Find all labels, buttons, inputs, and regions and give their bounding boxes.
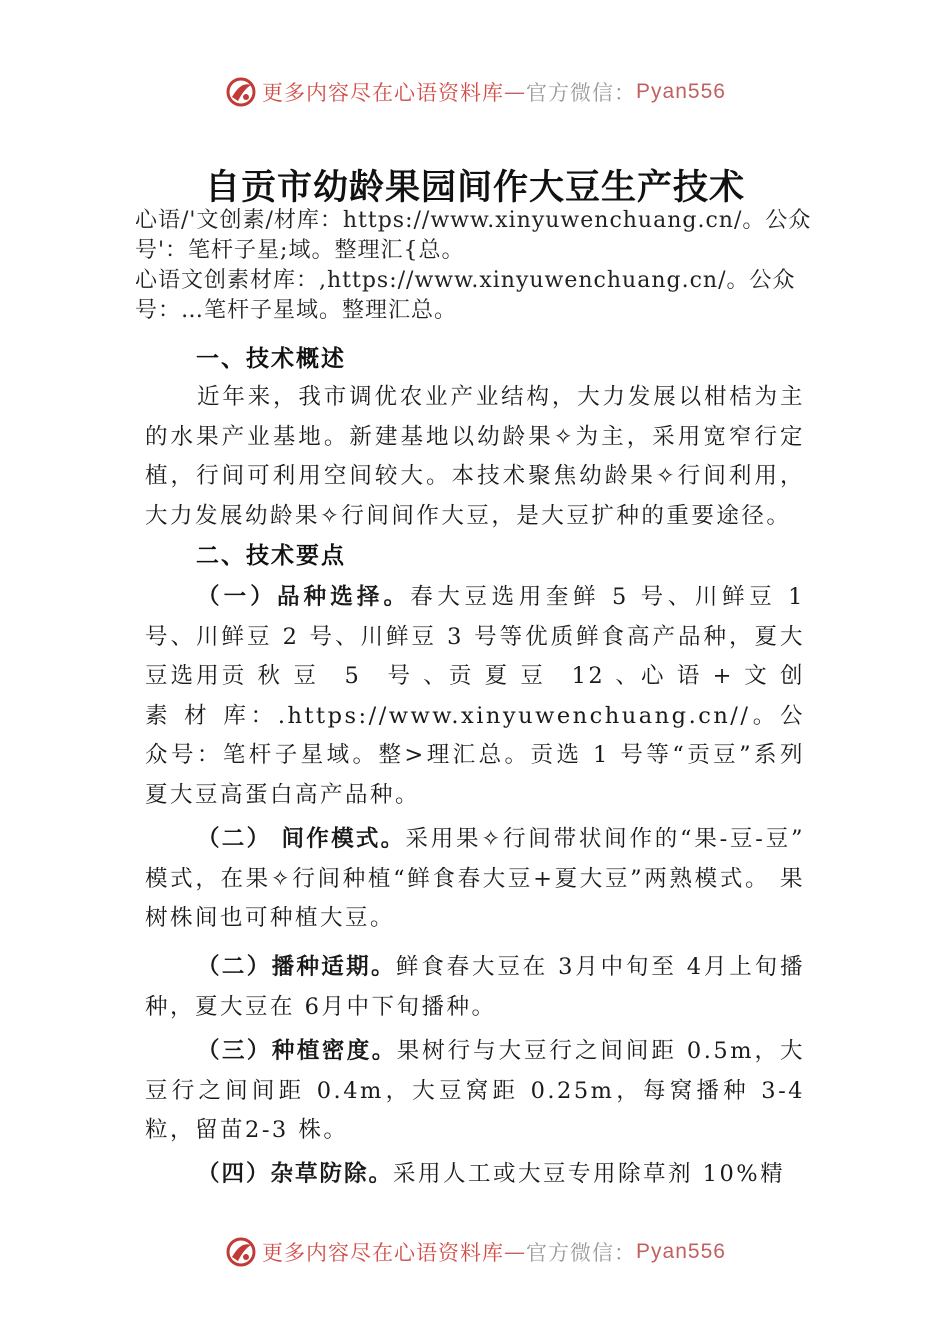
item-sowing-period <box>145 948 805 1027</box>
banner-text: 更多内容尽在心语资料库 <box>262 1241 505 1265</box>
item-text: 果树行与大豆行之间间距 0.5m，大豆行之间间距 0.4m，大豆窝距 0.25m，每窝播种 3-4 粒，留苗2-3 株。 <box>145 1038 805 1143</box>
item-variety-selection <box>145 578 805 815</box>
item-label: （二）播种适期。 <box>197 954 396 980</box>
item-weed-control <box>145 1155 805 1195</box>
section-heading-overview: 一、技术概述 <box>196 345 346 372</box>
source-note-1: 心语/'文创素/材库：https://www.xinyuwenchuang.cn/。公众号'：笔杆子星;域。整理汇{总。 <box>135 208 812 263</box>
item-text: 鲜食春大豆在 3月中旬至 4月上旬播种，夏大豆在 6月中下旬播种。 <box>145 954 805 1020</box>
item-intercropping-mode <box>145 820 805 939</box>
header-watermark-banner <box>0 72 950 112</box>
section-heading-key-points: 二、技术要点 <box>196 542 346 569</box>
item-planting-density <box>145 1032 805 1151</box>
banner-wechat-label: 官方微信： <box>526 81 637 105</box>
item-label: （二） 间作模式。 <box>197 826 406 852</box>
banner-wechat-label: 官方微信： <box>526 1241 637 1265</box>
source-note-2: 心语文创素材库：,https://www.xinyuwenchuang.cn/。公众号：…笔杆子星域。整理汇总。 <box>135 268 796 323</box>
document-title: 自贡市幼龄果园间作大豆生产技术 <box>204 167 745 208</box>
banner-wechat-id: Pyan556 <box>636 80 726 103</box>
item-label: （三）种植密度。 <box>197 1038 397 1064</box>
item-text: 春大豆选用奎鲜 5 号、川鲜豆 1 号、川鲜豆 2 号、川鲜豆 3 号等优质鲜食高产品种，夏大豆选用贡 秋 豆 5 号 、贡 夏 豆 12 、心 语 + 文 创 素 材 库：.https://www.xinyuwenchuang.cn//。公众号：笔杆子星域。整>理汇总。贡选 1 号等“贡豆”系列夏大豆高蛋白高产品种。 <box>145 584 805 808</box>
banner-wechat-id: Pyan556 <box>636 1240 726 1263</box>
logo-icon <box>224 75 258 109</box>
footer-watermark-banner <box>0 1232 950 1272</box>
item-text: 采用果✧行间带状间作的“果-豆-豆” 模式，在果✧行间种植“鲜食春大豆+夏大豆”两熟模式。 果树株间也可种植大豆。 <box>145 826 805 931</box>
banner-dash: — <box>504 1240 527 1264</box>
item-label: （一）品种选择。 <box>197 584 411 610</box>
item-text: 采用人工或大豆专用除草剂 10%精 <box>393 1161 786 1187</box>
item-label: （四）杂草防除。 <box>197 1161 394 1187</box>
banner-dash: — <box>504 80 527 104</box>
overview-paragraph: 近年来，我市调优农业产业结构，大力发展以柑桔为主的水果产业基地。新建基地以幼龄果✧为主，采用宽窄行定植，行间可利用空间较大。本技术聚焦幼龄果✧行间利用， 大力发展幼龄果✧行间间作大豆，是大豆扩种的重要途径。 <box>145 384 805 529</box>
logo-icon <box>224 1235 258 1269</box>
banner-text: 更多内容尽在心语资料库 <box>262 81 505 105</box>
